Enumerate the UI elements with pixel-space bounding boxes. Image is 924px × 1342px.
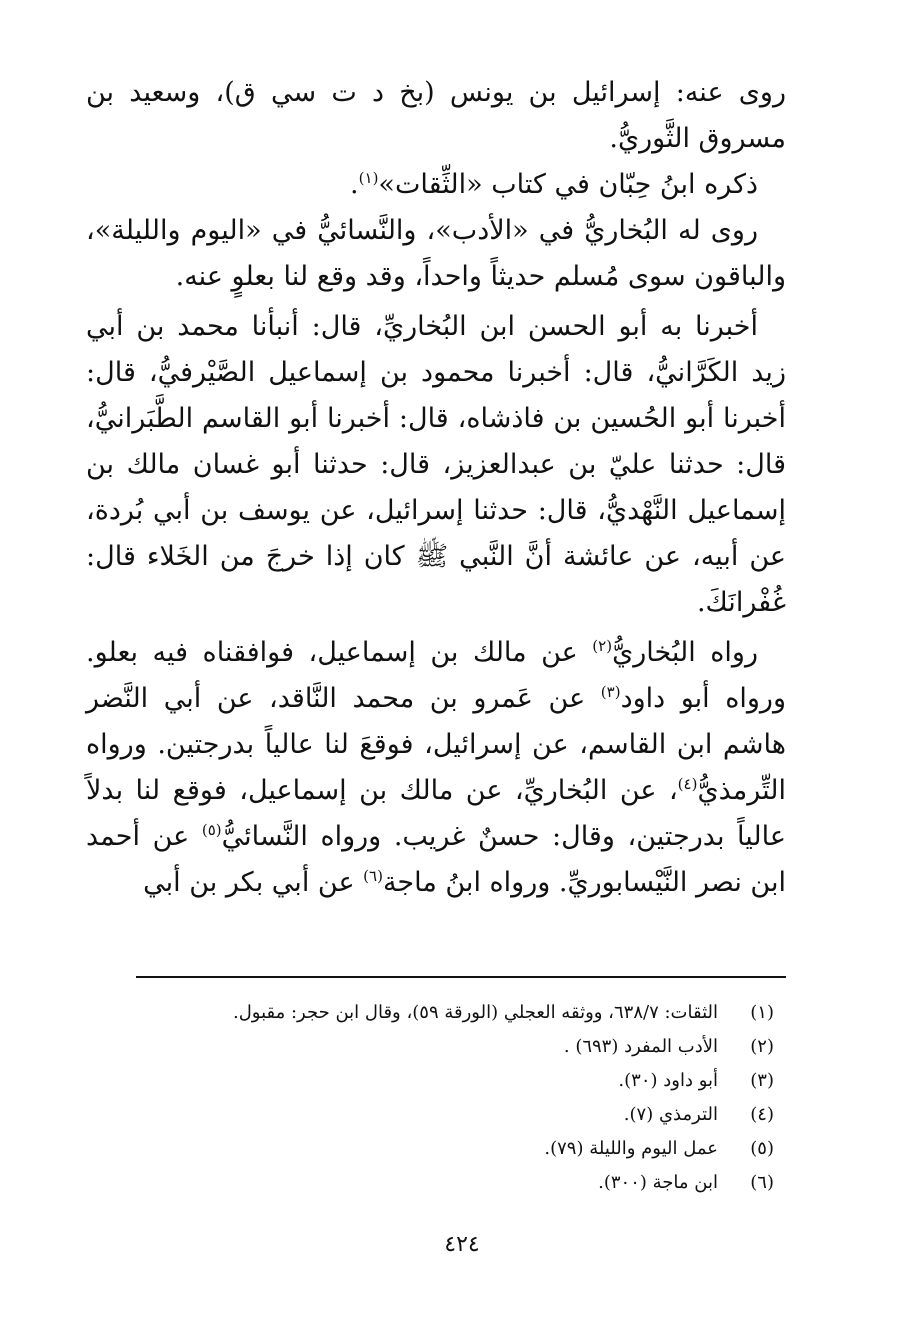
takhrij-text-b: عن مالك بن إسماعيل، فوافقناه فيه بعلو. ورواه أبو داود — [86, 637, 786, 714]
takhrij-text-c: عن عَمرو بن محمد النَّاقد، عن أبي النَّضر هاشم ابن القاسم، عن إسرائيل، فوقعَ لنا عالياً بدرجتين. ورواه التِّرمذيُّ — [86, 683, 786, 806]
ibn-hibban-text: ذكره ابنُ حِبّان في كتاب «الثِّقات» — [378, 169, 758, 200]
paragraph-isnad — [86, 304, 786, 626]
ibn-hibban-end: . — [350, 169, 359, 200]
isnad-text: أخبرنا به أبو الحسن ابن البُخاريِّ، قال: أنبأنا محمد بن أبي زيد الكَرَّانيُّ، قال: أخبرنا محمود بن إسماعيل الصَّيْرفيُّ، قال: أخبرنا أبو الحُسين بن فاذشاه، قال: أخبرنا أبو القاسم الطَّبَرانيُّ، قال: حدثنا عليّ بن عبدالعزيز، قال: حدثنا أبو غسان مالك بن إسماعيل النَّهْديُّ، قال: حدثنا إسرائيل، عن يوسف بن أبي بُردة، عن أبيه، عن عائشة أنَّ النَّبي ﷺ كان إذا خرجَ من الخَلاء قال: غُفْرانَكَ. — [86, 311, 786, 618]
footnote-number: (٦) — [750, 1172, 774, 1193]
footnote-text: عمل اليوم والليلة (٧٩). — [544, 1138, 718, 1159]
page-number: ٤٢٤ — [444, 1232, 480, 1257]
footnote-6 — [114, 1166, 774, 1200]
takhrij-text-a: رواه البُخاريُّ — [612, 637, 758, 668]
paragraph-transmitters — [86, 208, 786, 300]
takhrij-text-f: عن أبي بكر بن أبي — [143, 867, 364, 898]
footnote-2 — [114, 1030, 774, 1064]
footnote-text: أبو داود (٣٠). — [618, 1070, 718, 1091]
main-text — [86, 70, 786, 906]
narrators-text: روى عنه: إسرائيل بن يونس (بخ د ت سي ق)، وسعيد بن مسروق الثَّوريُّ. — [86, 77, 786, 154]
footnote-text: الأدب المفرد (٦٩٣) . — [563, 1036, 718, 1057]
footnote-text: الترمذي (٧). — [623, 1104, 718, 1125]
footnotes — [114, 996, 774, 1200]
footnote-number: (٤) — [750, 1104, 774, 1125]
footnote-number: (١) — [750, 1002, 774, 1023]
paragraph-ibn-hibban — [86, 162, 786, 208]
footnote-ref-2: (٢) — [592, 637, 613, 655]
footnote-5 — [114, 1132, 774, 1166]
footnote-text: الثقات: ٦٣٨/٧، ووثقه العجلي (الورقة ٥٩)، وقال ابن حجر: مقبول. — [232, 1002, 718, 1023]
footnote-ref-5: (٥) — [201, 821, 222, 839]
footnote-3 — [114, 1064, 774, 1098]
footnote-1 — [114, 996, 774, 1030]
takhrij-text-e: عن أحمد ابن نصر النَّيْسابوريِّ. ورواه ابنُ ماجة — [86, 821, 786, 898]
paragraph-takhrij — [86, 630, 786, 906]
transmitters-text: روى له البُخاريُّ في «الأدب»، والنَّسائيُّ في «اليوم والليلة»، والباقون سوى مُسلم حديثاً واحداً، وقد وقع لنا بعلوٍ عنه. — [86, 215, 786, 292]
footnote-number: (٣) — [750, 1070, 774, 1091]
footnote-ref-4: (٤) — [677, 775, 698, 793]
paragraph-narrators — [86, 70, 786, 162]
takhrij-text-d: ، عن البُخاريِّ، عن مالك بن إسماعيل، فوقع لنا بدلاً عالياً بدرجتين، وقال: حسنٌ غريب. ورواه النَّسائيُّ — [86, 775, 786, 852]
footnote-ref-3: (٣) — [600, 683, 621, 701]
footnote-4 — [114, 1098, 774, 1132]
footnote-text: ابن ماجة (٣٠٠). — [598, 1172, 718, 1193]
footnote-ref-6: (٦) — [363, 867, 383, 885]
footnote-separator — [136, 976, 786, 978]
footnote-ref-1: (١) — [358, 169, 379, 187]
footnote-number: (٥) — [750, 1138, 774, 1159]
footnote-number: (٢) — [750, 1036, 774, 1057]
